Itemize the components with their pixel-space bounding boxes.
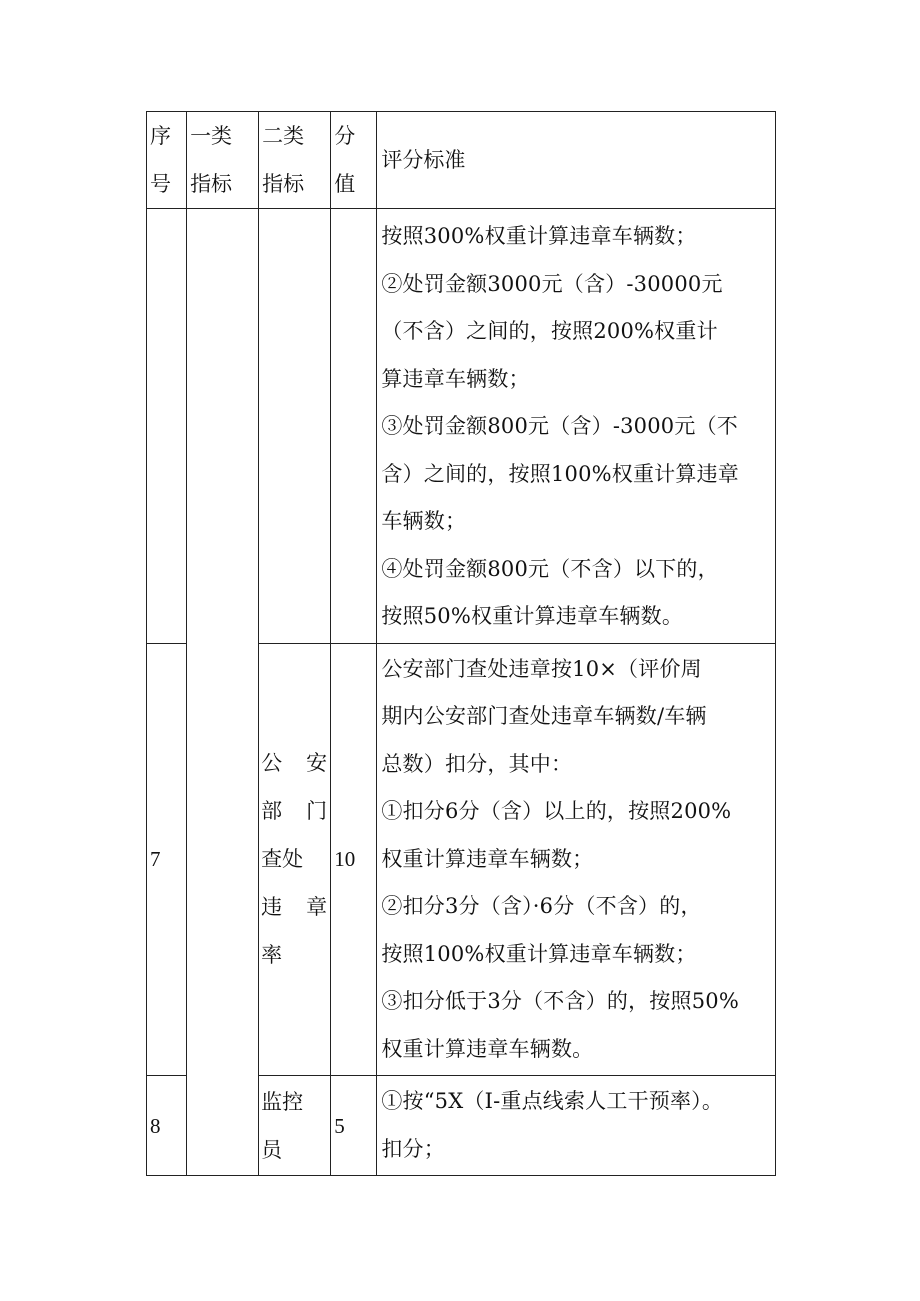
header-seq: 序 号 — [147, 112, 187, 209]
cell-score: 5 — [331, 1076, 377, 1176]
cell-criteria: 公安部门查处违章按10×（评价周 期内公安部门查处违章车辆数/车辆 总数）扣分，其中： ①扣分6分（含）以上的，按照200% 权重计算违章车辆数； ②扣分3分（含）·6分（不含）的， 按照100%权重计算违章车辆数； ③扣分低于3分（不含）的，按照50% 权重计算违章车辆数。 — [377, 643, 776, 1076]
cell-category-2: 监控 员 — [259, 1076, 331, 1176]
scoring-table — [146, 111, 776, 1176]
cell-seq: 7 — [147, 643, 187, 1076]
header-category-2: 二类 指标 — [259, 112, 331, 209]
cell-category-1 — [187, 209, 259, 1176]
cell-seq: 8 — [147, 1076, 187, 1176]
cell-score: 10 — [331, 643, 377, 1076]
cell-category-2 — [259, 209, 331, 644]
header-criteria: 评分标准 — [377, 112, 776, 209]
cell-category-2: 公 安 部 门 查处 违 章 率 — [259, 643, 331, 1076]
cell-criteria: 按照300%权重计算违章车辆数； ②处罚金额3000元（含）-30000元 （不含）之间的，按照200%权重计 算违章车辆数； ③处罚金额800元（含）-3000元（不 含）之间的，按照100%权重计算违章 车辆数； ④处罚金额800元（不含）以下的， 按照50%权重计算违章车辆数。 — [377, 209, 776, 644]
table-row — [147, 209, 776, 644]
header-category-1: 一类 指标 — [187, 112, 259, 209]
table-header-row — [147, 112, 776, 209]
cell-criteria: ①按“5X（I-重点线索人工干预率）。 扣分； — [377, 1076, 776, 1176]
header-score: 分 值 — [331, 112, 377, 209]
cell-seq — [147, 209, 187, 644]
cell-score — [331, 209, 377, 644]
